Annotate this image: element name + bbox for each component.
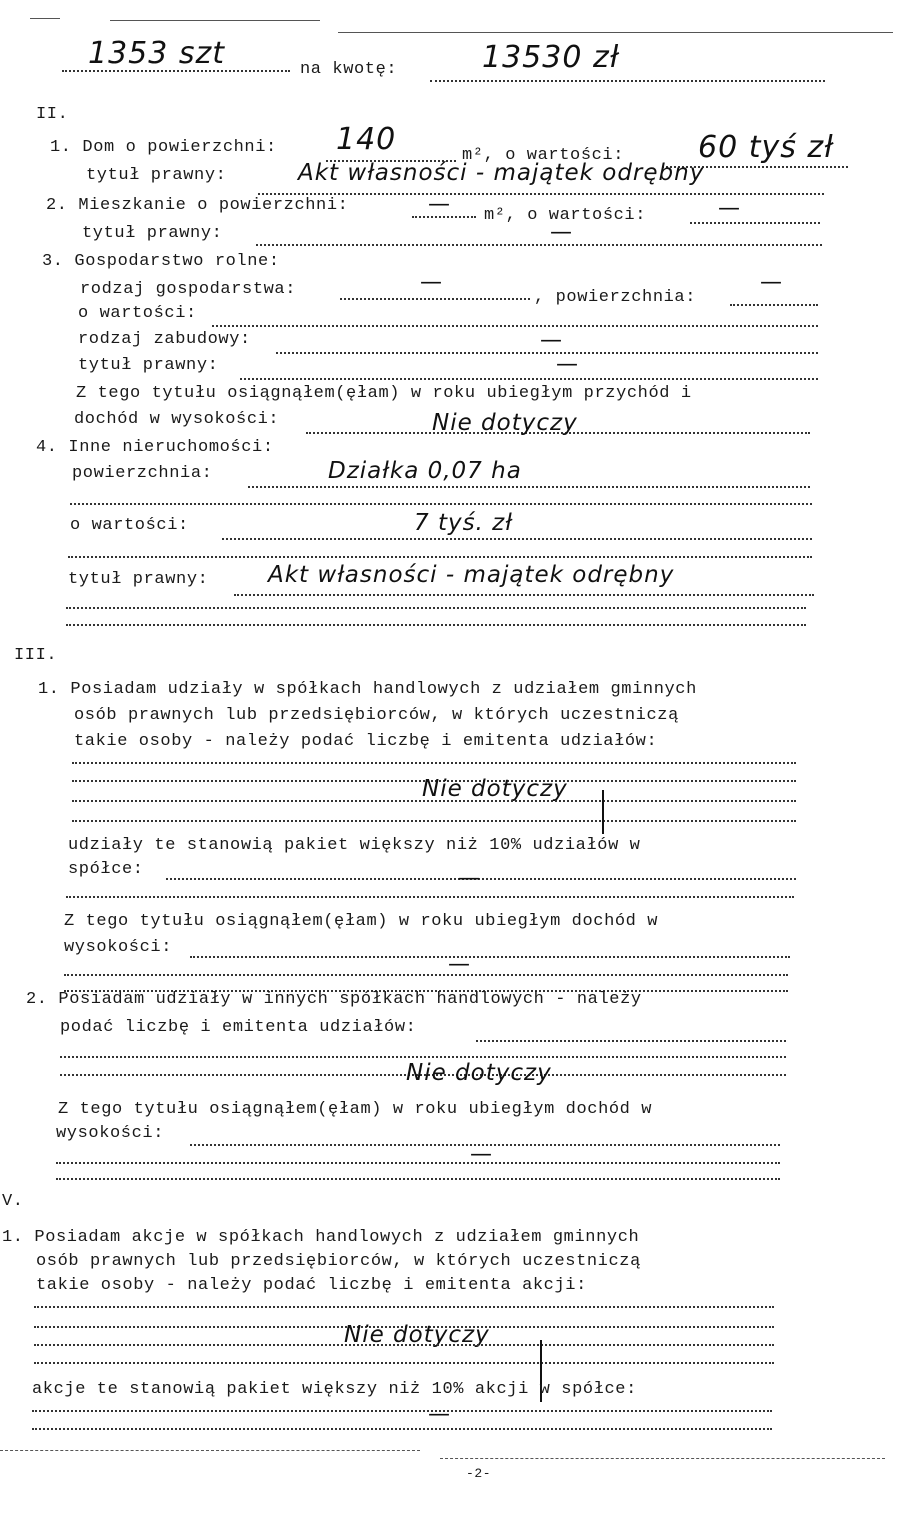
- dotted-line: [34, 1344, 774, 1346]
- handwritten-stroke: [602, 790, 604, 834]
- dotted-line: [240, 378, 818, 380]
- other-title-label: tytuł prawny:: [68, 570, 209, 589]
- shares-other-text-2: podać liczbę i emitenta udziałów:: [60, 1018, 417, 1037]
- dotted-line: [64, 974, 788, 976]
- farm-title-label: tytuł prawny:: [78, 356, 219, 375]
- shares-package-text-2: spółce:: [68, 860, 144, 879]
- other-value-label: o wartości:: [70, 516, 189, 535]
- farm-label: 3. Gospodarstwo rolne:: [42, 252, 280, 271]
- dotted-line: [430, 80, 825, 82]
- flat-value-label: m², o wartości:: [484, 206, 647, 225]
- shares-income-text-1: Z tego tytułu osiągnąłem(ęłam) w roku ubiegłym dochód w: [64, 912, 659, 931]
- dotted-line: [62, 70, 290, 72]
- none-mark: —: [540, 328, 562, 353]
- farm-build-label: rodzaj zabudowy:: [78, 330, 251, 349]
- top-rule-mid: [110, 20, 320, 21]
- none-mark: —: [556, 352, 578, 377]
- handwritten-amount: 13530 zł: [482, 40, 620, 75]
- dotted-line: [70, 503, 812, 505]
- farm-income-text-1: Z tego tytułu osiągnąłem(ęłam) w roku ubiegłym przychód i: [76, 384, 692, 403]
- house-area-label: 1. Dom o powierzchni:: [50, 138, 277, 157]
- dotted-line: [60, 1056, 786, 1058]
- handwritten-not-applicable: Nie dotyczy: [432, 410, 578, 436]
- none-mark: —: [420, 270, 442, 295]
- section-heading-ii: II.: [36, 105, 69, 124]
- shares-income-text-2: wysokości:: [64, 938, 173, 957]
- dotted-line: [66, 607, 806, 609]
- none-mark: —: [550, 220, 572, 245]
- house-title-label: tytuł prawny:: [86, 166, 227, 185]
- dotted-line: [34, 1306, 774, 1308]
- none-mark: —: [470, 1142, 492, 1167]
- footer-rule-left: [0, 1450, 420, 1451]
- dotted-line: [34, 1362, 774, 1364]
- handwritten-not-applicable: Nie dotyczy: [422, 776, 568, 802]
- other-area-label: powierzchnia:: [72, 464, 213, 483]
- stocks-package-text: akcje te stanowią pakiet większy niż 10% akcji w spółce:: [32, 1380, 637, 1399]
- dotted-line: [72, 762, 796, 764]
- dotted-line: [690, 222, 820, 224]
- handwritten-house-title: Akt własności - majątek odrębny: [298, 160, 705, 186]
- farm-type-label: rodzaj gospodarstwa:: [80, 280, 297, 299]
- dotted-line: [32, 1410, 772, 1412]
- none-mark: —: [428, 1402, 450, 1427]
- dotted-line: [72, 820, 796, 822]
- none-mark: —: [448, 952, 470, 977]
- handwritten-count: 1353 szt: [88, 36, 226, 71]
- dotted-line: [166, 878, 796, 880]
- top-rule-left: [30, 18, 60, 19]
- dotted-line: [68, 556, 812, 558]
- dotted-line: [32, 1428, 772, 1430]
- handwritten-other-area: Działka 0,07 ha: [328, 458, 522, 484]
- dotted-line: [66, 896, 794, 898]
- farm-value-label: o wartości:: [78, 304, 197, 323]
- shares-package-text-1: udziały te stanowią pakiet większy niż 10% udziałów w: [68, 836, 641, 855]
- other-property-label: 4. Inne nieruchomości:: [36, 438, 274, 457]
- dotted-line: [730, 304, 818, 306]
- flat-area-label: 2. Mieszkanie o powierzchni:: [46, 196, 349, 215]
- handwritten-other-title: Akt własności - majątek odrębny: [268, 562, 675, 588]
- dotted-line: [222, 538, 812, 540]
- none-mark: —: [718, 196, 740, 221]
- footer-rule-right: [440, 1458, 885, 1459]
- shares-municipal-text-3: takie osoby - należy podać liczbę i emitenta udziałów:: [74, 732, 658, 751]
- dotted-line: [234, 594, 814, 596]
- dotted-line: [248, 486, 810, 488]
- stocks-municipal-text-3: takie osoby - należy podać liczbę i emitenta akcji:: [36, 1276, 587, 1295]
- stocks-municipal-text-2: osób prawnych lub przedsiębiorców, w których uczestniczą: [36, 1252, 641, 1271]
- dotted-line: [190, 956, 790, 958]
- handwritten-not-applicable: Nie dotyczy: [344, 1322, 490, 1348]
- farm-income-text-2: dochód w wysokości:: [74, 410, 280, 429]
- dotted-line: [56, 1162, 780, 1164]
- house-value-label: m², o wartości:: [462, 146, 625, 165]
- dotted-line: [340, 298, 530, 300]
- none-mark: —: [428, 192, 450, 217]
- section-heading-iii: III.: [14, 646, 58, 665]
- none-mark: —: [458, 866, 480, 891]
- dotted-line: [476, 1040, 786, 1042]
- handwritten-other-value: 7 tyś. zł: [414, 510, 513, 536]
- handwritten-not-applicable: Nie dotyczy: [406, 1060, 552, 1086]
- dotted-line: [256, 244, 822, 246]
- dotted-line: [258, 193, 824, 195]
- page-number: -2-: [466, 1466, 492, 1481]
- dotted-line: [56, 1178, 780, 1180]
- dotted-line: [72, 800, 796, 802]
- farm-area-label: , powierzchnia:: [534, 288, 697, 307]
- section-heading-v: V.: [2, 1192, 24, 1211]
- dotted-line: [66, 624, 806, 626]
- shares-other-text-1: 2. Posiadam udziały w innych spółkach handlowych - należy: [26, 990, 642, 1009]
- dotted-line: [212, 325, 818, 327]
- amount-label: na kwotę:: [300, 60, 398, 79]
- handwritten-house-area: 140: [336, 122, 397, 157]
- shares-other-income-2: wysokości:: [56, 1124, 165, 1143]
- none-mark: —: [760, 270, 782, 295]
- handwritten-house-value: 60 tyś zł: [698, 130, 834, 165]
- flat-title-label: tytuł prawny:: [82, 224, 223, 243]
- shares-municipal-text-2: osób prawnych lub przedsiębiorców, w których uczestniczą: [74, 706, 679, 725]
- stocks-municipal-text-1: 1. Posiadam akcje w spółkach handlowych z udziałem gminnych: [2, 1228, 640, 1247]
- top-rule-right: [338, 32, 893, 33]
- shares-municipal-text-1: 1. Posiadam udziały w spółkach handlowych z udziałem gminnych: [38, 680, 697, 699]
- shares-other-income-1: Z tego tytułu osiągnąłem(ęłam) w roku ubiegłym dochód w: [58, 1100, 653, 1119]
